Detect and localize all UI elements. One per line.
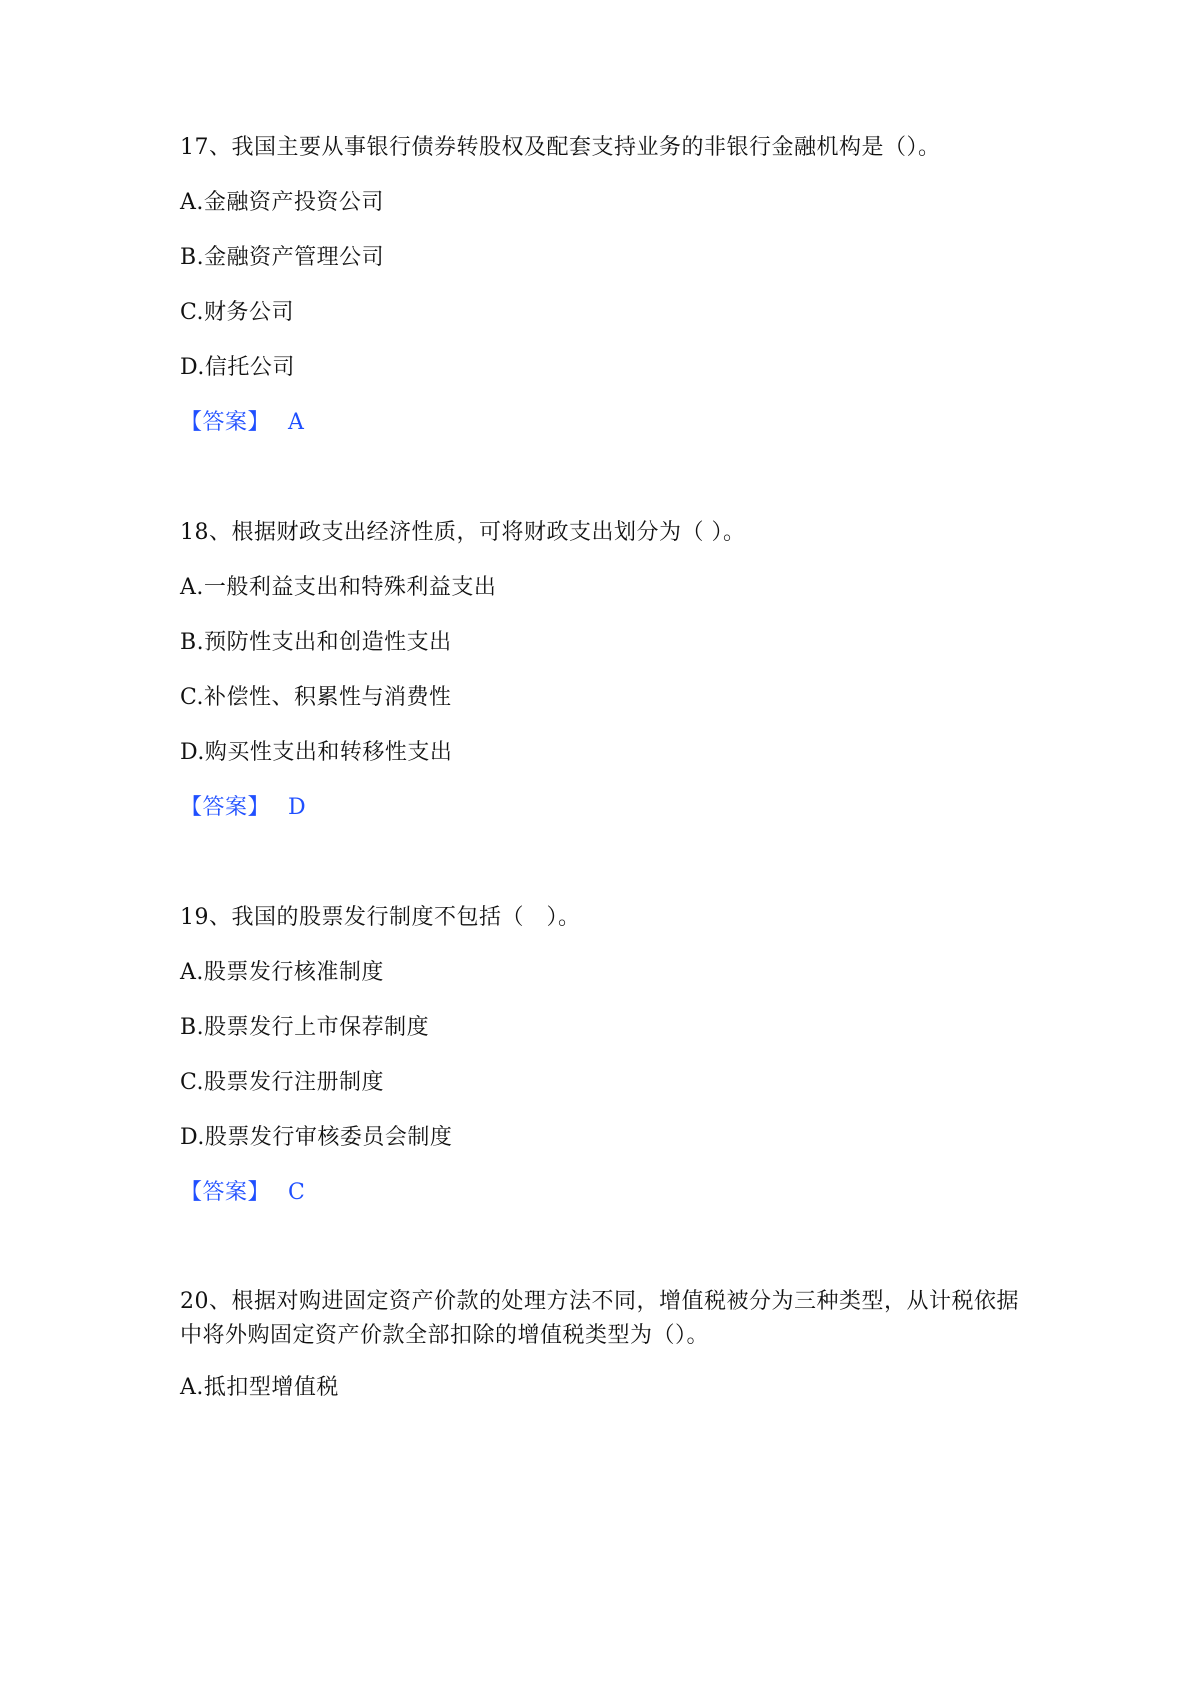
question-18-option-a: A.一般利益支出和特殊利益支出 <box>180 575 497 600</box>
question-18-stem: 18、根据财政支出经济性质，可将财政支出划分为（ ）。 <box>180 520 746 545</box>
question-19-option-a: A.股票发行核准制度 <box>180 960 384 985</box>
question-20-option-a: A.抵扣型增值税 <box>180 1375 339 1400</box>
question-18-option-b: B.预防性支出和创造性支出 <box>180 630 452 655</box>
answer-value: C <box>288 1180 306 1205</box>
question-19-option-b: B.股票发行上市保荐制度 <box>180 1015 430 1040</box>
question-18-option-d: D.购买性支出和转移性支出 <box>180 740 453 765</box>
question-19-stem: 19、我国的股票发行制度不包括（ ）。 <box>180 905 581 930</box>
answer-value: A <box>288 410 305 435</box>
question-18-answer <box>180 792 306 824</box>
question-20-stem: 20、根据对购进固定资产价款的处理方法不同，增值税被分为三种类型，从计税依据中将外购固定资产价款全部扣除的增值税类型为（）。 <box>180 1289 1019 1348</box>
question-17-option-b: B.金融资产管理公司 <box>180 245 385 270</box>
question-17-option-c: C.财务公司 <box>180 300 295 325</box>
question-17-stem: 17、我国主要从事银行债券转股权及配套支持业务的非银行金融机构是（）。 <box>180 135 941 160</box>
question-18-option-c: C.补偿性、积累性与消费性 <box>180 685 452 710</box>
answer-label: 【答案】 <box>180 410 271 435</box>
question-17-option-d: D.信托公司 <box>180 355 295 380</box>
answer-label: 【答案】 <box>180 1180 271 1205</box>
answer-value: D <box>288 795 307 820</box>
answer-label: 【答案】 <box>180 795 271 820</box>
question-19-answer <box>180 1177 305 1209</box>
question-17-answer <box>180 407 304 439</box>
question-17-option-a: A.金融资产投资公司 <box>180 190 384 215</box>
question-19-option-c: C.股票发行注册制度 <box>180 1070 385 1095</box>
question-19-option-d: D.股票发行审核委员会制度 <box>180 1125 453 1150</box>
